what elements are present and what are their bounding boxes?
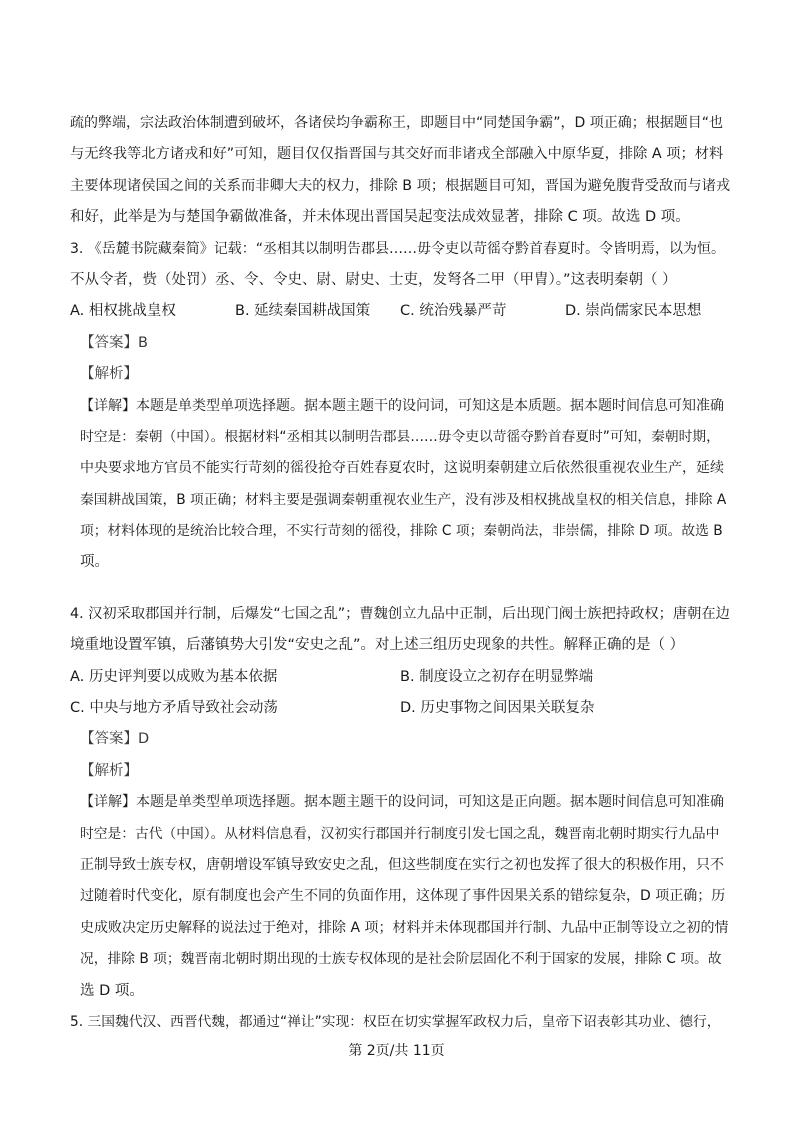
question-stem-line: 3. 《岳麓书院藏秦简》记载：“丞相其以制明告郡县……毋令吏以苛徭夺黔首春夏时。令皆明焉，以为恒。 [70, 240, 726, 257]
analysis-label: 【解析】 [80, 762, 138, 779]
analysis-line: 中央要求地方官员不能实行苛刻的徭役抢夺百姓春夏农时，这说明秦朝建立后依然很重视农业生产，延续 [80, 460, 724, 477]
option-b: B. 制度设立之初存在明显弊端 [400, 668, 594, 685]
question-5 [70, 1007, 730, 1038]
options-row [70, 296, 730, 327]
options-row [70, 662, 730, 693]
analysis-line: 时空是：秦朝（中国）。根据材料“丞相其以制明告郡县……毋令吏以苛徭夺黔首春夏时”可知，秦朝时期， [80, 428, 720, 445]
page-footer: 第 2页/共 11页 [348, 1043, 445, 1059]
question-3 [70, 234, 730, 579]
analysis-line: 史成败决定历史解释的说法过于绝对，排除 A 项；材料并未体现郡国并行制、九品中正制等设立之初的情 [80, 919, 729, 936]
text-line: 和好，此举是为与楚国争霸做准备，并未体现出晋国吴起变法成效显著，排除 C 项。故选 D 项。 [70, 209, 690, 226]
text-line: 疏的弊端，宗法政治体制遭到破坏，各诸侯均争霸称王，即题目中“同楚国争霸”，D 项正确；根据题目“也 [70, 115, 723, 131]
question-4 [70, 599, 730, 1007]
analysis-line: 项；材料体现的是统治比较合理，不实行苛刻的徭役，排除 C 项；秦朝尚法，非崇儒，排除 D 项。故选 B [80, 523, 723, 540]
options-row [70, 693, 730, 724]
option-d: D. 历史事物之间因果关联复杂 [400, 700, 595, 717]
option-a: A. 历史评判要以成败为基本依据 [70, 668, 278, 685]
analysis-line: 秦国耕战国策，B 项正确；材料主要是强调秦朝重视农业生产，没有涉及相权挑战皇权的相关信息，排除 A [80, 491, 727, 508]
answer-label: 【答案】D [80, 731, 150, 748]
analysis-line: 正制导致士族专权，唐朝增设军镇导致安史之乱，但这些制度在实行之初也发挥了很大的积极作用，只不 [80, 856, 724, 873]
option-c: C. 中央与地方矛盾导致社会动荡 [70, 700, 278, 717]
text-line: 与无终我等北方诸戎和好”可知，题目仅仅指晋国与其交好而非诸戎全部融入中原华夏，排除 A 项；材料 [70, 146, 724, 163]
analysis-line: 选 D 项。 [80, 982, 144, 999]
answer-label: 【答案】B [80, 334, 148, 351]
option-c: C. 统治残暴严苛 [400, 303, 507, 320]
q2-analysis-tail [70, 108, 730, 234]
option-b: B. 延续秦国耕战国策 [235, 303, 371, 320]
analysis-line: 时空是：古代（中国）。从材料信息看，汉初实行郡国并行制度引发七国之乱，魏晋南北朝时期实行九品中 [80, 825, 720, 842]
analysis-line: 【详解】本题是单类型单项选择题。据本题主题干的设问词，可知这是正向题。据本题时间信息可知准确 [80, 794, 724, 811]
question-stem-line: 不从令者，赀（处罚）丞、令、令史、尉、尉史、士吏，发弩各二甲（甲胄）。”这表明秦朝（ ） [70, 271, 677, 288]
option-d: D. 崇尚儒家民本思想 [565, 303, 702, 320]
question-stem-line: 4. 汉初采取郡国并行制，后爆发“七国之乱”；曹魏创立九品中正制，后出现门阀士族把持政权；唐朝在边 [70, 605, 730, 622]
analysis-line: 过随着时代变化，原有制度也会产生不同的负面作用，这体现了事件因果关系的错综复杂，D 项正确；历 [80, 888, 726, 905]
analysis-line: 况，排除 B 项；魏晋南北朝时期出现的士族专权体现的是社会阶层固化不利于国家的发展，排除 C 项。故 [80, 951, 722, 968]
analysis-line: 【详解】本题是单类型单项选择题。据本题主题干的设问词，可知这是本质题。据本题时间信息可知准确 [80, 397, 724, 414]
text-line: 主要体现诸侯国之间的关系而非卿大夫的权力，排除 B 项；根据题目可知，晋国为避免腹背受敌而与诸戎 [70, 177, 731, 194]
option-a: A. 相权挑战皇权 [70, 303, 176, 320]
analysis-line: 项。 [80, 554, 109, 571]
document-body [70, 108, 730, 1038]
question-stem-line: 5. 三国魏代汉、西晋代魏，都通过“禅让”实现：权臣在切实掌握军政权力后，皇帝下诏表彰其功业、德行， [70, 1013, 721, 1030]
question-stem-line: 境重地设置军镇，后藩镇势大引发“安史之乱”。对上述三组历史现象的共性。解释正确的是（ ） [70, 637, 685, 654]
analysis-label: 【解析】 [80, 366, 138, 383]
